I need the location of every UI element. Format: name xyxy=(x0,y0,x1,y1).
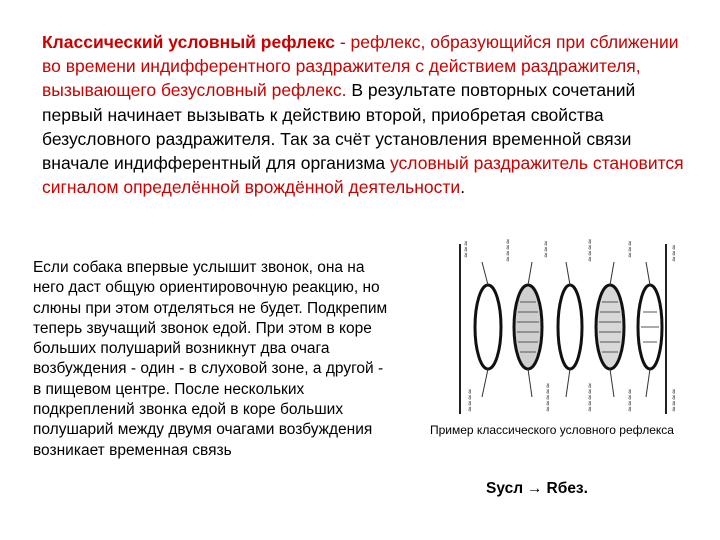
figure-caption: Пример классического условного рефлекса xyxy=(430,423,674,437)
svg-text:≈≈≈≈: ≈≈≈≈ xyxy=(586,238,594,262)
intro-end: . xyxy=(460,177,466,198)
svg-text:≈≈≈≈: ≈≈≈≈ xyxy=(466,388,474,412)
svg-text:≈≈≈≈: ≈≈≈≈ xyxy=(670,388,678,412)
svg-text:≈≈≈: ≈≈≈ xyxy=(626,240,634,258)
intro-body: В результате повторных сочетаний первый начинает вызывать к действию второй, приобретая свойства безусловного раздражителя. Так за счёт установления временной связи вначале индифферентный для организма xyxy=(42,80,636,174)
svg-text:≈≈≈≈≈: ≈≈≈≈≈ xyxy=(544,382,552,412)
svg-text:≈≈≈: ≈≈≈ xyxy=(670,244,678,262)
intro-term: Классический условный рефлекс - рефлекс, образующийся при сближении во времени индифферентного раздражителя с действием раздражителя, вызывающего безусловный рефлекс. xyxy=(42,32,679,101)
reflex-stages-figure xyxy=(432,232,702,422)
intro-highlight: условный раздражитель становится сигналом определённой врождённой деятельности xyxy=(42,153,684,198)
svg-text:≈≈≈≈≈: ≈≈≈≈≈ xyxy=(586,382,594,412)
svg-text:≈≈≈≈: ≈≈≈≈ xyxy=(626,388,634,412)
formula-response: Rбез. xyxy=(546,480,588,497)
reflex-stages-image xyxy=(432,232,702,422)
svg-text:≈≈≈: ≈≈≈ xyxy=(462,240,470,258)
svg-text:≈≈≈: ≈≈≈ xyxy=(542,240,550,258)
formula-stimulus: Sусл xyxy=(486,480,524,497)
formula-arrow: → xyxy=(527,480,543,497)
intro-paragraph xyxy=(42,30,692,199)
dog-example-paragraph: Если собака впервые услышит звонок, она на него даст общую ориентировочную реакцию, но слюны при этом отделяться не будет. Подкрепим теперь звучащий звонок едой. При этом в коре больших полушарий возникнут два очага возбуждения - один - в слуховой зоне, а другой - в пищевом центре. После нескольких подкреплений звонка едой в коре больших полушарий между двумя очагами возбуждения возникает временная связь xyxy=(33,259,388,459)
reflex-formula xyxy=(486,480,588,498)
svg-text:≈≈≈≈: ≈≈≈≈ xyxy=(504,238,512,262)
